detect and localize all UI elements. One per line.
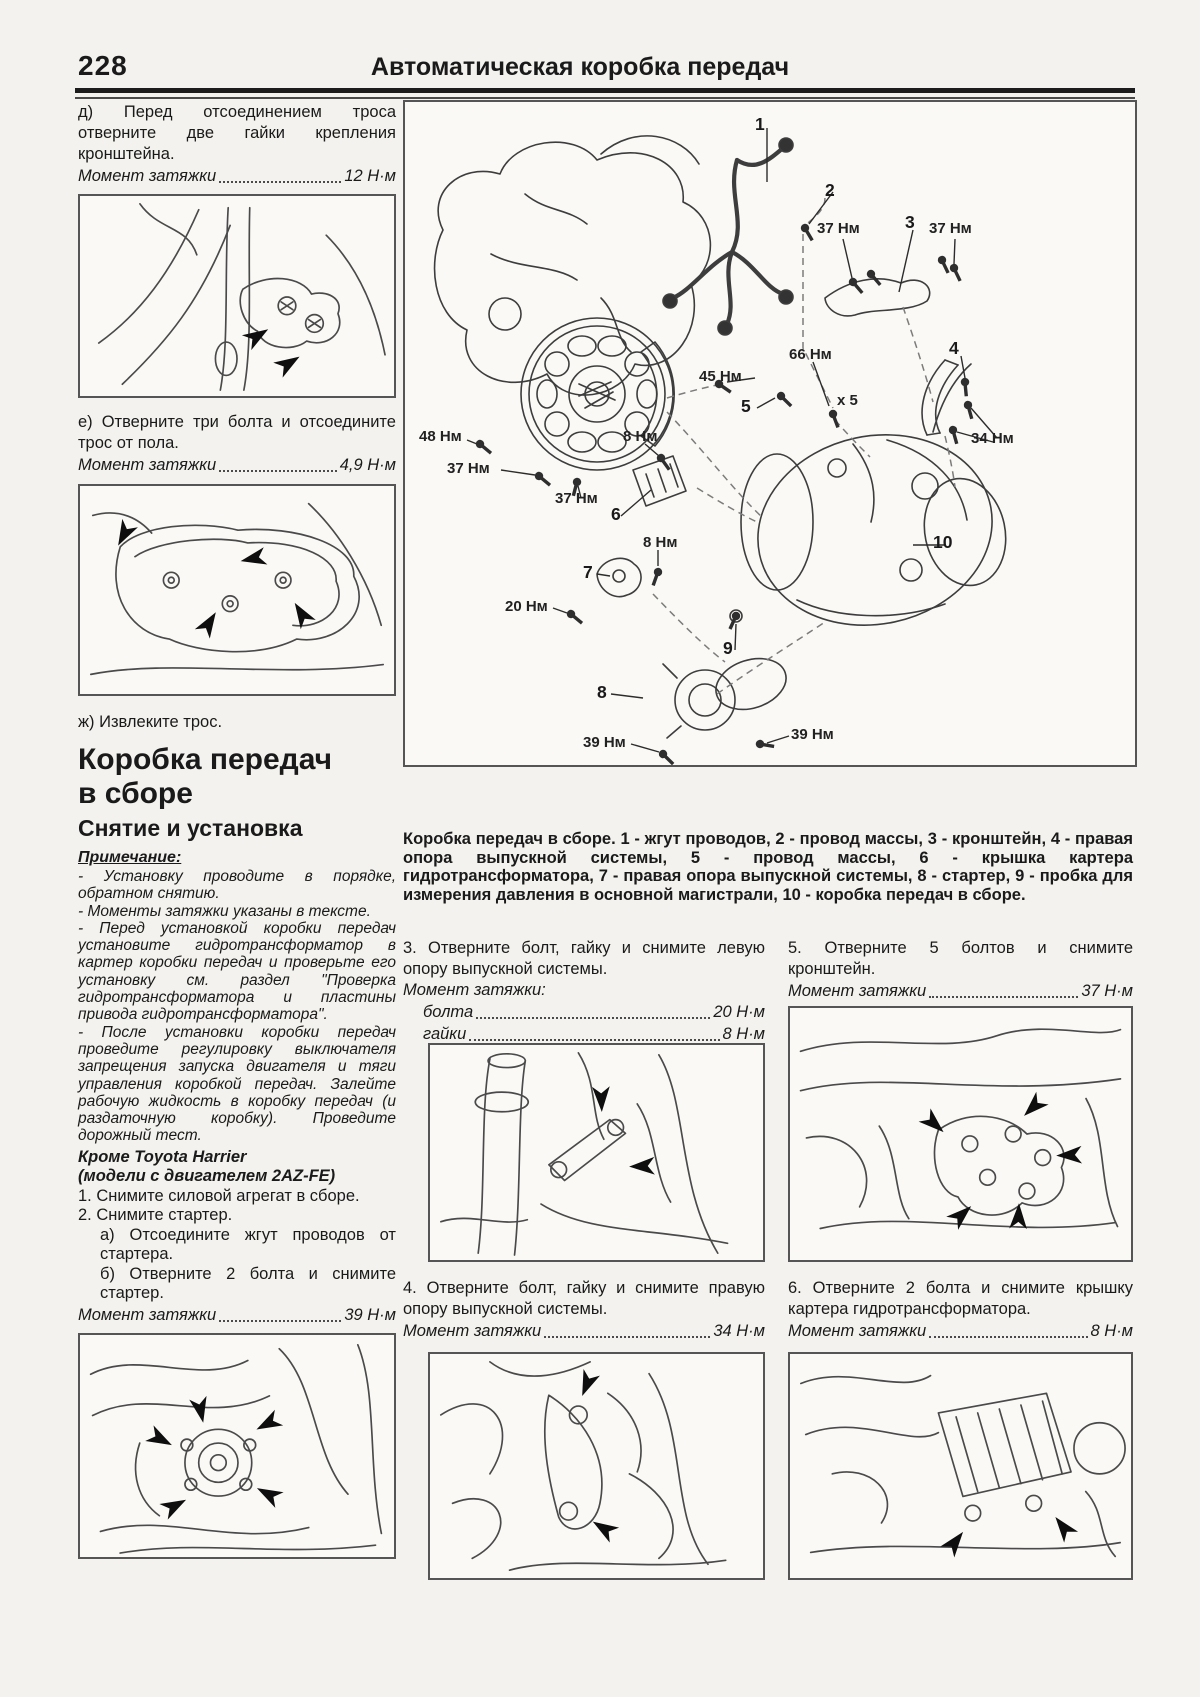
torque-label-8b: 8 Нм <box>643 534 678 551</box>
illustration-cable-bracket <box>78 194 396 398</box>
item-3-torque-bolt <box>403 1001 765 1023</box>
dotted-leader <box>219 1320 341 1322</box>
torque-line-12 <box>78 165 396 187</box>
dotted-leader <box>929 1336 1087 1338</box>
callout-4: 4 <box>949 338 959 358</box>
torque-label: болта <box>423 1003 474 1021</box>
illustration-converter-cover <box>788 1352 1133 1580</box>
note-item: - После установки коробки передач проведите регулировку выключателя запрещения запуска двигателя и тяги управления коробкой передач. Залейте рабочую жидкость в коробку передач (и раздаточную коробку). Проведите дорожный тест. <box>78 1023 396 1145</box>
illustration-starter-bay <box>78 1333 396 1559</box>
callout-9: 9 <box>723 638 733 658</box>
starter-bay-sketch <box>80 1335 394 1557</box>
torque-label: Момент затяжки <box>78 167 217 185</box>
callout-8: 8 <box>597 682 607 702</box>
page-title: Автоматическая коробка передач <box>370 53 790 81</box>
item-5-torque <box>788 980 1133 1002</box>
illustration-right-support <box>428 1352 765 1580</box>
torque-label-39b: 39 Нм <box>791 726 834 743</box>
torque-label-x5: х 5 <box>837 392 858 409</box>
notes-list <box>78 868 396 1145</box>
torque-label-34: 34 Нм <box>971 430 1014 447</box>
model-heading-line1: Кроме Toyota Harrier <box>78 1147 247 1166</box>
torque-label-37d: 37 Нм <box>555 490 598 507</box>
dotted-leader <box>476 1017 710 1019</box>
callout-5: 5 <box>741 396 751 416</box>
step-item: а) Отсоедините жгут проводов от стартера. <box>100 1225 396 1264</box>
dotted-leader <box>544 1336 710 1338</box>
step-d-text: д) Перед отсоединением троса отверните две гайки крепления кронштейна. <box>78 103 396 163</box>
exploded-diagram-sketch <box>405 102 1135 765</box>
illustration-left-support <box>428 1043 765 1262</box>
section-heading <box>78 743 396 811</box>
torque-value: 39 Н·м <box>344 1305 396 1324</box>
callout-10: 10 <box>933 532 953 552</box>
page-number: 228 <box>78 50 128 81</box>
torque-line-39 <box>78 1304 396 1326</box>
item-3-torque-label: Момент затяжки: <box>403 981 546 999</box>
callout-3: 3 <box>905 212 915 232</box>
item-3-text: 3. Отверните болт, гайку и снимите левую опору выпускной системы. <box>403 939 765 978</box>
torque-label: Момент затяжки <box>403 1322 542 1340</box>
torque-label: гайки <box>423 1025 467 1043</box>
item-5-block <box>788 938 1133 1002</box>
step-item: 2. Снимите стартер. <box>78 1206 233 1225</box>
dotted-leader <box>219 181 341 183</box>
left-support-sketch <box>430 1045 763 1260</box>
item-5-text: 5. Отверните 5 болтов и снимите кронштейн. <box>788 939 1133 978</box>
callout-6: 6 <box>611 504 621 524</box>
torque-line-49 <box>78 454 396 476</box>
torque-label-39a: 39 Нм <box>583 734 626 751</box>
callout-1: 1 <box>755 114 765 134</box>
step-e-text: е) Отверните три болта и отсоедините трос от пола. <box>78 413 396 452</box>
torque-value: 37 Н·м <box>1081 982 1133 1000</box>
item-3-torque-nut <box>403 1023 765 1045</box>
right-support-sketch <box>430 1354 763 1578</box>
note-item: - Перед установкой коробки передач установите гидротрансформатор в картер коробки передач и проверьте его установку см. раздел "Проверка гидротрансформатора и пластины привода гидротрансформатора". <box>78 919 396 1024</box>
step-zh-text: ж) Извлеките трос. <box>78 713 223 731</box>
item-6-torque <box>788 1320 1133 1342</box>
torque-value: 8 Н·м <box>722 1025 765 1043</box>
dotted-leader <box>469 1039 719 1041</box>
torque-value: 12 Н·м <box>344 167 396 185</box>
dotted-leader <box>219 470 337 472</box>
torque-value: 20 Н·м <box>713 1003 765 1021</box>
torque-label: Момент затяжки <box>788 982 927 1000</box>
torque-label-8a: 8 Нм <box>623 428 658 445</box>
callout-7: 7 <box>583 562 593 582</box>
torque-value: 34 Н·м <box>713 1322 765 1340</box>
item-4-torque <box>403 1320 765 1342</box>
diagram-caption: Коробка передач в сборе. 1 - жгут проводов, 2 - провод массы, 3 - кронштейн, 4 - правая опора выпускной системы, 5 - провод массы, 6 - крышка картера гидротрансформатора, 7 - правая опора выпускной системы, 8 - стартер, 9 - пробка для измерения давления в основной магистрали, 10 - коробка передач в сборе. <box>403 830 1133 904</box>
torque-label-37b: 37 Нм <box>929 220 972 237</box>
item-4-block <box>403 1278 765 1342</box>
note-item: - Установку проводите в порядке, обратном снятию. <box>78 868 396 903</box>
item-3-block <box>403 938 765 1045</box>
dotted-leader <box>929 996 1078 998</box>
torque-label-48: 48 Нм <box>419 428 462 445</box>
item-4-text: 4. Отверните болт, гайку и снимите правую опору выпускной системы. <box>403 1279 765 1318</box>
converter-cover-sketch <box>790 1354 1131 1578</box>
torque-label-37c: 37 Нм <box>447 460 490 477</box>
illustration-bracket-5-bolts <box>788 1006 1133 1262</box>
torque-label-66: 66 Нм <box>789 346 832 363</box>
steps-list <box>78 1187 396 1304</box>
bracket-5-bolts-sketch <box>790 1008 1131 1260</box>
exploded-diagram-box <box>403 100 1137 767</box>
step-item: б) Отверните 2 болта и снимите стартер. <box>100 1264 396 1303</box>
subsection-heading: Снятие и установка <box>78 815 303 841</box>
illustration-cable-floor <box>78 484 396 696</box>
torque-label-20: 20 Нм <box>505 598 548 615</box>
note-item: - Моменты затяжки указаны в тексте. <box>78 902 371 920</box>
section-heading-line1: Коробка передач <box>78 743 333 776</box>
callout-2: 2 <box>825 180 835 200</box>
torque-label: Момент затяжки <box>788 1322 927 1340</box>
item-6-block <box>788 1278 1133 1342</box>
cable-floor-sketch <box>80 486 394 694</box>
torque-label: Момент затяжки <box>78 1305 217 1324</box>
note-label: Примечание: <box>78 849 182 866</box>
model-heading-line2: (модели с двигателем 2AZ-FE) <box>78 1167 336 1186</box>
section-heading-line2: в сборе <box>78 777 193 810</box>
torque-label-37a: 37 Нм <box>817 220 860 237</box>
header-rule <box>75 88 1135 99</box>
left-column <box>78 102 396 1559</box>
item-6-text: 6. Отверните 2 болта и снимите крышку картера гидротрансформатора. <box>788 1279 1133 1318</box>
torque-label: Момент затяжки <box>78 456 217 474</box>
torque-label-45: 45 Нм <box>699 368 742 385</box>
cable-bracket-sketch <box>80 196 394 396</box>
step-item: 1. Снимите силовой агрегат в сборе. <box>78 1186 360 1205</box>
torque-value: 8 Н·м <box>1090 1322 1133 1340</box>
torque-value: 4,9 Н·м <box>339 456 396 474</box>
